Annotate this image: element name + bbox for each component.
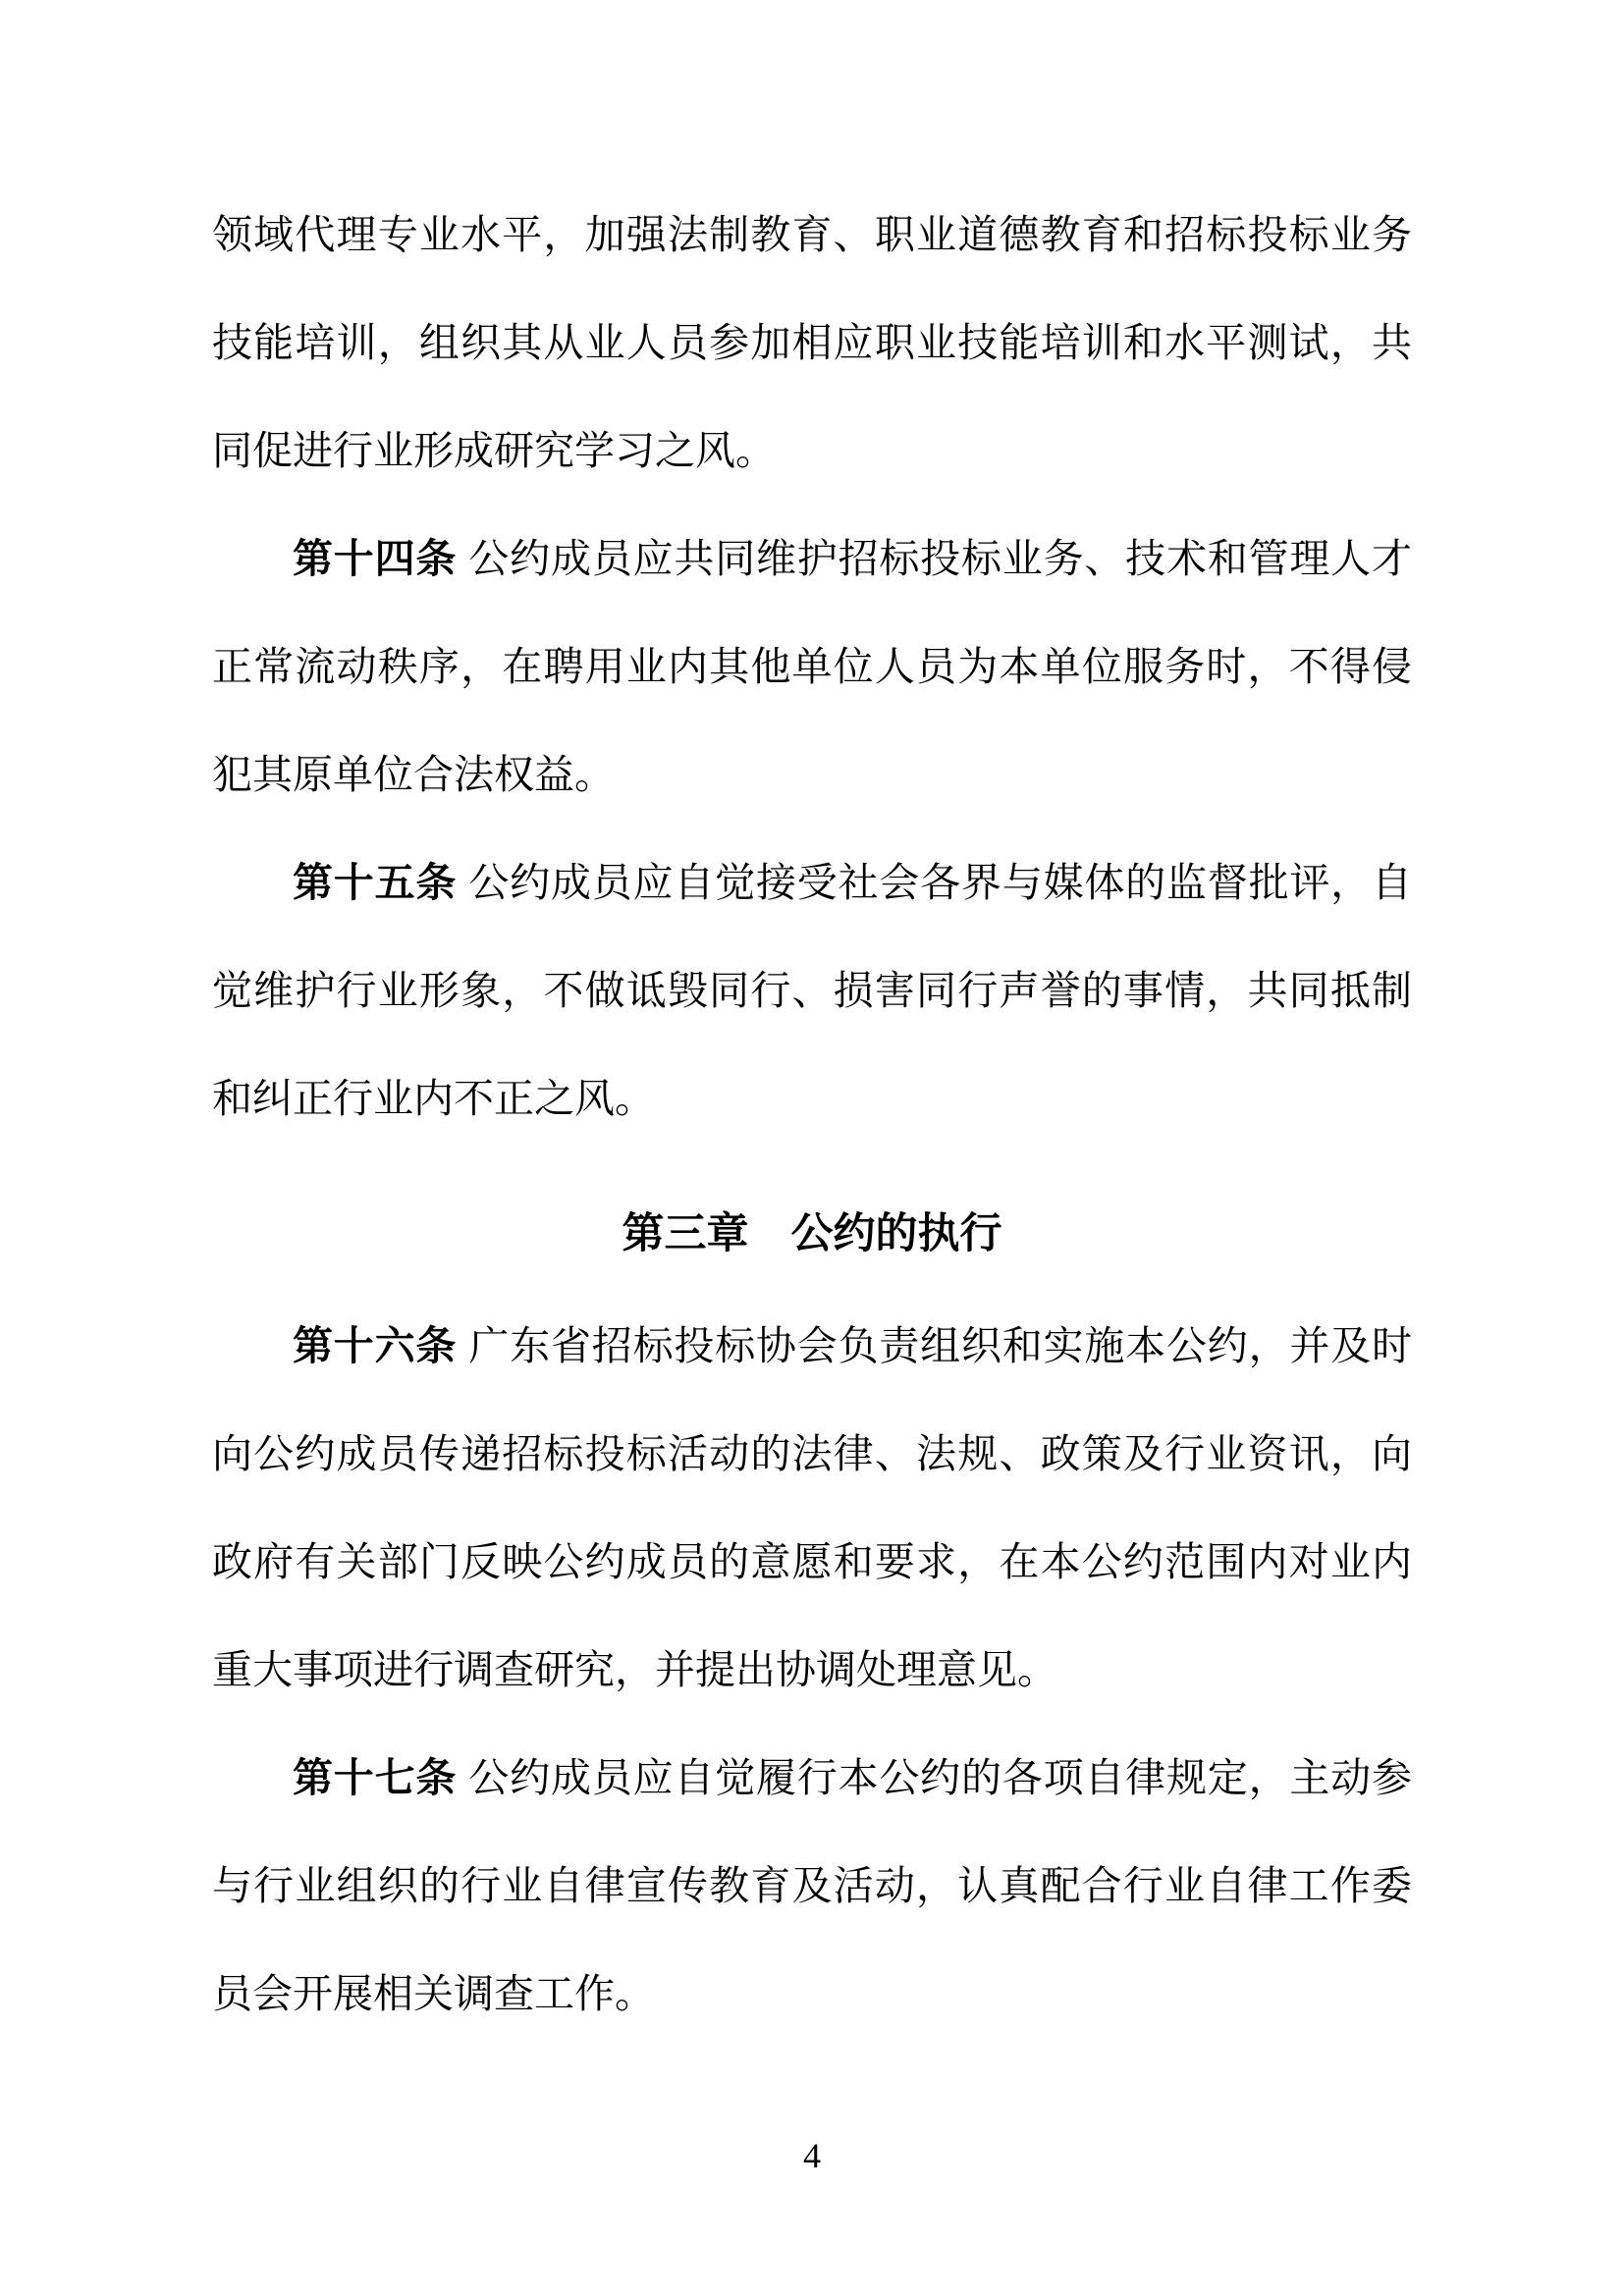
text-line [212, 828, 1412, 936]
line-text: 觉维护行业形象，不做诋毁同行、损害同行声誉的事情，共同抵制 [212, 968, 1412, 1013]
line-text: 和纠正行业内不正之风。 [212, 1076, 655, 1121]
text-line [212, 1616, 1412, 1724]
text-line [212, 613, 1412, 721]
chapter-heading [212, 1180, 1412, 1288]
article-number: 第十五条 [293, 860, 469, 905]
document-body [212, 181, 1412, 2048]
line-text: 同促进行业形成研究学习之风。 [212, 428, 776, 473]
line-text: 广东省招标投标协会负责组织和实施本公约，并及时 [468, 1323, 1412, 1368]
text-line [212, 1400, 1412, 1508]
text-line [212, 721, 1412, 828]
text-line [212, 936, 1412, 1044]
line-text: 向公约成员传递招标投标活动的法律、法规、政策及行业资讯，向 [212, 1431, 1412, 1476]
line-text: 公约成员应自觉履行本公约的各项自律规定，主动参 [468, 1755, 1412, 1800]
line-text: 公约成员应共同维护招标投标业务、技术和管理人才 [468, 536, 1412, 581]
text-line [212, 505, 1412, 613]
line-text: 政府有关部门反映公约成员的意愿和要求，在本公约范围内对业内 [212, 1539, 1412, 1584]
text-line [212, 1832, 1412, 1940]
text-line [212, 397, 1412, 505]
chapter-heading-text: 第三章 公约的执行 [622, 1210, 1002, 1257]
text-line [212, 1044, 1412, 1152]
line-text: 技能培训，组织其从业人员参加相应职业技能培训和水平测试，共 [212, 320, 1412, 365]
text-line [212, 289, 1412, 397]
line-text: 重大事项进行调查研究，并提出协调处理意见。 [212, 1647, 1057, 1692]
line-text: 公约成员应自觉接受社会各界与媒体的监督批评，自 [468, 860, 1412, 905]
text-line [212, 1940, 1412, 2048]
page-footer [0, 2136, 1624, 2175]
text-line [212, 1292, 1412, 1400]
page-number: 4 [803, 2136, 821, 2175]
line-text: 领域代理专业水平，加强法制教育、职业道德教育和招标投标业务 [212, 212, 1412, 257]
text-line [212, 181, 1412, 289]
article-number: 第十六条 [293, 1323, 469, 1368]
line-text: 正常流动秩序，在聘用业内其他单位人员为本单位服务时，不得侵 [212, 644, 1412, 689]
article-number: 第十四条 [293, 536, 469, 581]
article-number: 第十七条 [293, 1755, 469, 1800]
line-text: 员会开展相关调查工作。 [212, 1971, 655, 2016]
text-line [212, 1508, 1412, 1616]
text-line [212, 1724, 1412, 1832]
line-text: 与行业组织的行业自律宣传教育及活动，认真配合行业自律工作委 [212, 1863, 1412, 1908]
line-text: 犯其原单位合法权益。 [212, 752, 615, 797]
